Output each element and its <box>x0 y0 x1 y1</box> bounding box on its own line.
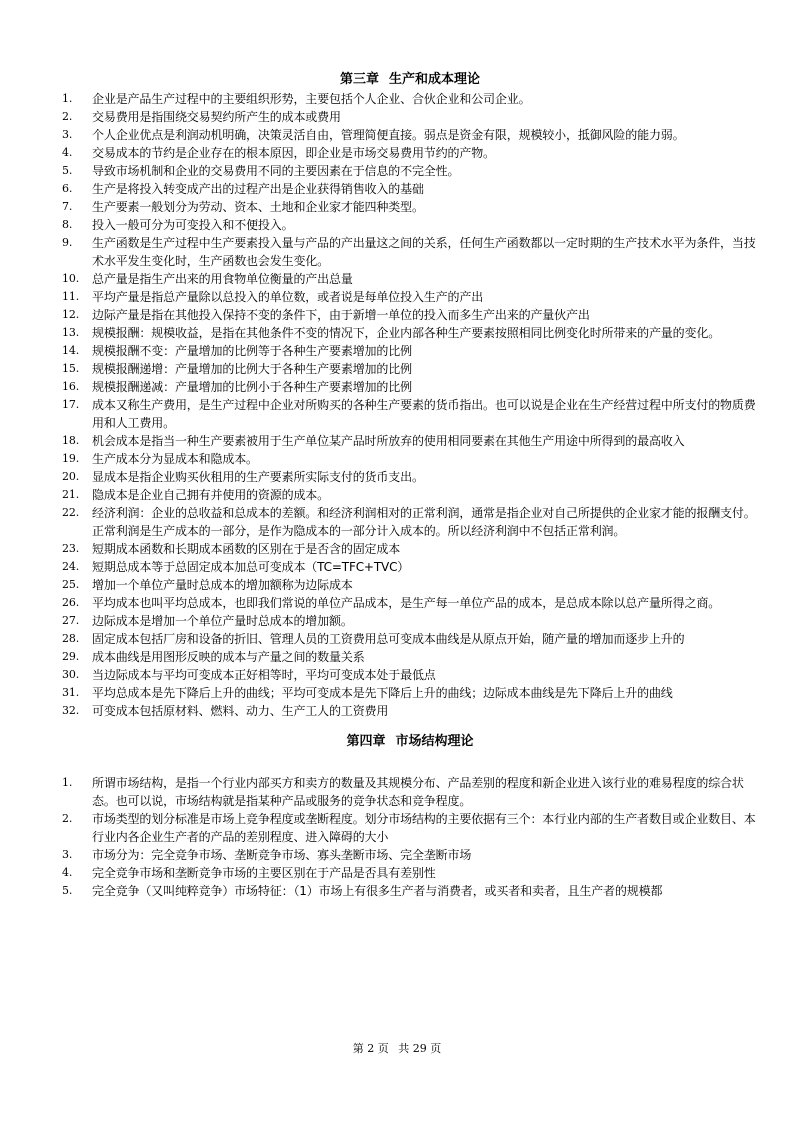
list-item <box>62 684 758 702</box>
item-number: 30. <box>62 668 80 681</box>
item-number: 5. <box>62 164 73 177</box>
item-text: 可变成本包括原材料、燃料、动力、生产工人的工资费用 <box>92 704 389 718</box>
chapter-4-heading: 市场结构理论 <box>395 734 474 749</box>
item-number: 29. <box>62 650 80 663</box>
list-item <box>62 216 758 234</box>
page-content <box>62 72 758 900</box>
list-item <box>62 342 758 360</box>
list-item <box>62 108 758 126</box>
list-item <box>62 612 758 630</box>
list-item <box>62 846 758 864</box>
item-text: 市场类型的划分标准是市场上竞争程度或垄断程度。划分市场结构的主要依据有三个：本行业内部的生产者数目或企业数目、本行业内各企业生产者的产品的差别程度、进入障碍的大小 <box>92 812 756 844</box>
item-text: 显成本是指企业购买伙租用的生产要素所实际支付的货币支出。 <box>92 470 424 484</box>
list-item <box>62 594 758 612</box>
chapter-4-title <box>62 734 758 750</box>
item-text: 规模报酬递减：产量增加的比例小于各种生产要素增加的比例 <box>92 380 412 394</box>
item-text: 交易费用是指围绕交易契约所产生的成本或费用 <box>92 110 341 124</box>
item-number: 12. <box>62 308 80 321</box>
list-item <box>62 486 758 504</box>
item-text: 规模报酬不变：产量增加的比例等于各种生产要素增加的比例 <box>92 344 412 358</box>
item-number: 27. <box>62 614 80 627</box>
list-item <box>62 180 758 198</box>
item-number: 24. <box>62 560 80 573</box>
item-number: 23. <box>62 542 80 555</box>
item-number: 15. <box>62 362 80 375</box>
item-text: 成本又称生产费用，是生产过程中企业对所购买的各种生产要素的货币指出。也可以说是企业在生产经营过程中所支付的物质费用和人工费用。 <box>92 398 756 430</box>
item-text: 总产量是指生产出来的用食物单位衡量的产出总量 <box>92 272 353 286</box>
item-number: 26. <box>62 596 80 609</box>
list-item <box>62 666 758 684</box>
list-item <box>62 90 758 108</box>
item-number: 22. <box>62 506 80 519</box>
item-text: 当边际成本与平均可变成本正好相等时，平均可变成本处于最低点 <box>92 668 436 682</box>
chapter-4-list <box>62 774 758 900</box>
list-item <box>62 270 758 288</box>
list-item <box>62 126 758 144</box>
item-number: 1. <box>62 776 73 789</box>
item-text: 规模报酬：规模收益，是指在其他条件不变的情况下，企业内部各种生产要素按照相同比例变化时所带来的产量的变化。 <box>92 326 721 340</box>
item-number: 20. <box>62 470 80 483</box>
item-number: 32. <box>62 704 80 717</box>
list-item <box>62 162 758 180</box>
list-item <box>62 702 758 720</box>
item-text: 完全竞争市场和垄断竞争市场的主要区别在于产品是否具有差别性 <box>92 866 436 880</box>
item-number: 2. <box>62 110 73 123</box>
item-text: 隐成本是企业自己拥有并使用的资源的成本。 <box>92 488 330 502</box>
list-item <box>62 630 758 648</box>
item-text: 平均成本也叫平均总成本，也即我们常说的单位产品成本，是生产每一单位产品的成本，是总成本除以总产量所得之商。 <box>92 596 721 610</box>
chapter-4-number: 第四章 <box>346 734 386 749</box>
item-text: 生产是将投入转变成产出的过程产出是企业获得销售收入的基础 <box>92 182 424 196</box>
chapter-3-list <box>62 90 758 720</box>
list-item <box>62 324 758 342</box>
item-text: 规模报酬递增：产量增加的比例大于各种生产要素增加的比例 <box>92 362 412 376</box>
list-item <box>62 540 758 558</box>
item-text: 经济利润：企业的总收益和总成本的差额。和经济利润相对的正常利润，通常是指企业对自己所提供的企业家才能的报酬支付。正常利润是生产成本的一部分，是作为隐成本的一部分计入成本的。所以经济利润中不包括正常利润。 <box>92 506 756 538</box>
list-item <box>62 774 758 810</box>
item-text: 交易成本的节约是企业存在的根本原因，即企业是市场交易费用节约的产物。 <box>92 146 495 160</box>
item-text: 固定成本包括厂房和设备的折旧、管理人员的工资费用总可变成本曲线是从原点开始，随产量的增加而逐步上升的 <box>92 632 685 646</box>
item-number: 3. <box>62 128 73 141</box>
list-item <box>62 558 758 576</box>
item-number: 4. <box>62 866 73 879</box>
item-number: 10. <box>62 272 80 285</box>
item-number: 21. <box>62 488 80 501</box>
page-total: 共 29 页 <box>398 1042 442 1055</box>
item-text: 平均总成本是先下降后上升的曲线；平均可变成本是先下降后上升的曲线；边际成本曲线是先下降后上升的曲线 <box>92 686 673 700</box>
item-number: 17. <box>62 398 80 411</box>
list-item <box>62 396 758 432</box>
item-text: 边际产量是指在其他投入保持不变的条件下，由于新增一单位的投入而多生产出来的产量伙产出 <box>92 308 590 322</box>
item-text: 生产成本分为显成本和隐成本。 <box>92 452 258 466</box>
list-item <box>62 648 758 666</box>
item-number: 13. <box>62 326 80 339</box>
page-footer <box>0 1040 794 1056</box>
item-number: 28. <box>62 632 80 645</box>
list-item <box>62 288 758 306</box>
chapter-3-heading: 生产和成本理论 <box>389 72 481 87</box>
list-item <box>62 450 758 468</box>
item-text: 个人企业优点是利润动机明确，决策灵活自由，管理简便直接。弱点是资金有限，规模较小，抵御风险的能力弱。 <box>92 128 685 142</box>
item-text: 增加一个单位产量时总成本的增加额称为边际成本 <box>92 578 353 592</box>
list-item <box>62 360 758 378</box>
item-number: 31. <box>62 686 80 699</box>
item-text: 企业是产品生产过程中的主要组织形势，主要包括个人企业、合伙企业和公司企业。 <box>92 92 531 106</box>
item-number: 9. <box>62 236 73 249</box>
item-text: 所谓市场结构，是指一个行业内部买方和卖方的数量及其规模分布、产品差别的程度和新企业进入该行业的难易程度的综合状态。也可以说，市场结构就是指某种产品或服务的竞争状态和竞争程度。 <box>92 776 744 808</box>
list-item <box>62 504 758 540</box>
item-text: 生产要素一般划分为劳动、资本、土地和企业家才能四种类型。 <box>92 200 424 214</box>
chapter-3-number: 第三章 <box>339 72 379 87</box>
list-item <box>62 306 758 324</box>
item-text: 平均产量是指总产量除以总投入的单位数，或者说是每单位投入生产的产出 <box>92 290 484 304</box>
item-text: 市场分为：完全竞争市场、垄断竞争市场、寡头垄断市场、完全垄断市场 <box>92 848 472 862</box>
list-item <box>62 576 758 594</box>
item-number: 7. <box>62 200 73 213</box>
list-item <box>62 432 758 450</box>
list-item <box>62 198 758 216</box>
item-text: 完全竞争（又叫纯粹竞争）市场特征：（1）市场上有很多生产者与消费者，或买者和卖者，且生产者的规模都 <box>92 884 663 898</box>
item-number: 3. <box>62 848 73 861</box>
item-number: 16. <box>62 380 80 393</box>
list-item <box>62 864 758 882</box>
list-item <box>62 810 758 846</box>
item-number: 8. <box>62 218 73 231</box>
item-number: 4. <box>62 146 73 159</box>
item-number: 19. <box>62 452 80 465</box>
list-item <box>62 882 758 900</box>
item-text: 生产函数是生产过程中生产要素投入量与产品的产出量这之间的关系，任何生产函数都以一定时期的生产技术水平为条件，当技术水平发生变化时，生产函数也会发生变化。 <box>92 236 756 268</box>
item-number: 25. <box>62 578 80 591</box>
list-item <box>62 378 758 396</box>
chapter-4-section <box>62 734 758 900</box>
item-text: 边际成本是增加一个单位产量时总成本的增加额。 <box>92 614 353 628</box>
item-text: 成本曲线是用图形反映的成本与产量之间的数量关系 <box>92 650 365 664</box>
item-text: 机会成本是指当一种生产要素被用于生产单位某产品时所放弃的使用相同要素在其他生产用途中所得到的最高收入 <box>92 434 685 448</box>
chapter-3-section <box>62 72 758 720</box>
list-item <box>62 468 758 486</box>
item-number: 14. <box>62 344 80 357</box>
item-number: 18. <box>62 434 80 447</box>
item-text: 短期总成本等于总固定成本加总可变成本（TC=TFC+TVC） <box>92 560 410 574</box>
list-item <box>62 144 758 162</box>
item-number: 1. <box>62 92 73 105</box>
item-text: 投入一般可分为可变投入和不便投入。 <box>92 218 294 232</box>
item-number: 6. <box>62 182 73 195</box>
item-number: 11. <box>62 290 80 303</box>
item-number: 5. <box>62 884 73 897</box>
list-item <box>62 234 758 270</box>
page-number: 第 2 页 <box>352 1042 389 1055</box>
chapter-3-title <box>62 72 758 88</box>
item-text: 导致市场机制和企业的交易费用不同的主要因素在于信息的不完全性。 <box>92 164 460 178</box>
item-number: 2. <box>62 812 73 825</box>
item-text: 短期成本函数和长期成本函数的区别在于是否含的固定成本 <box>92 542 401 556</box>
